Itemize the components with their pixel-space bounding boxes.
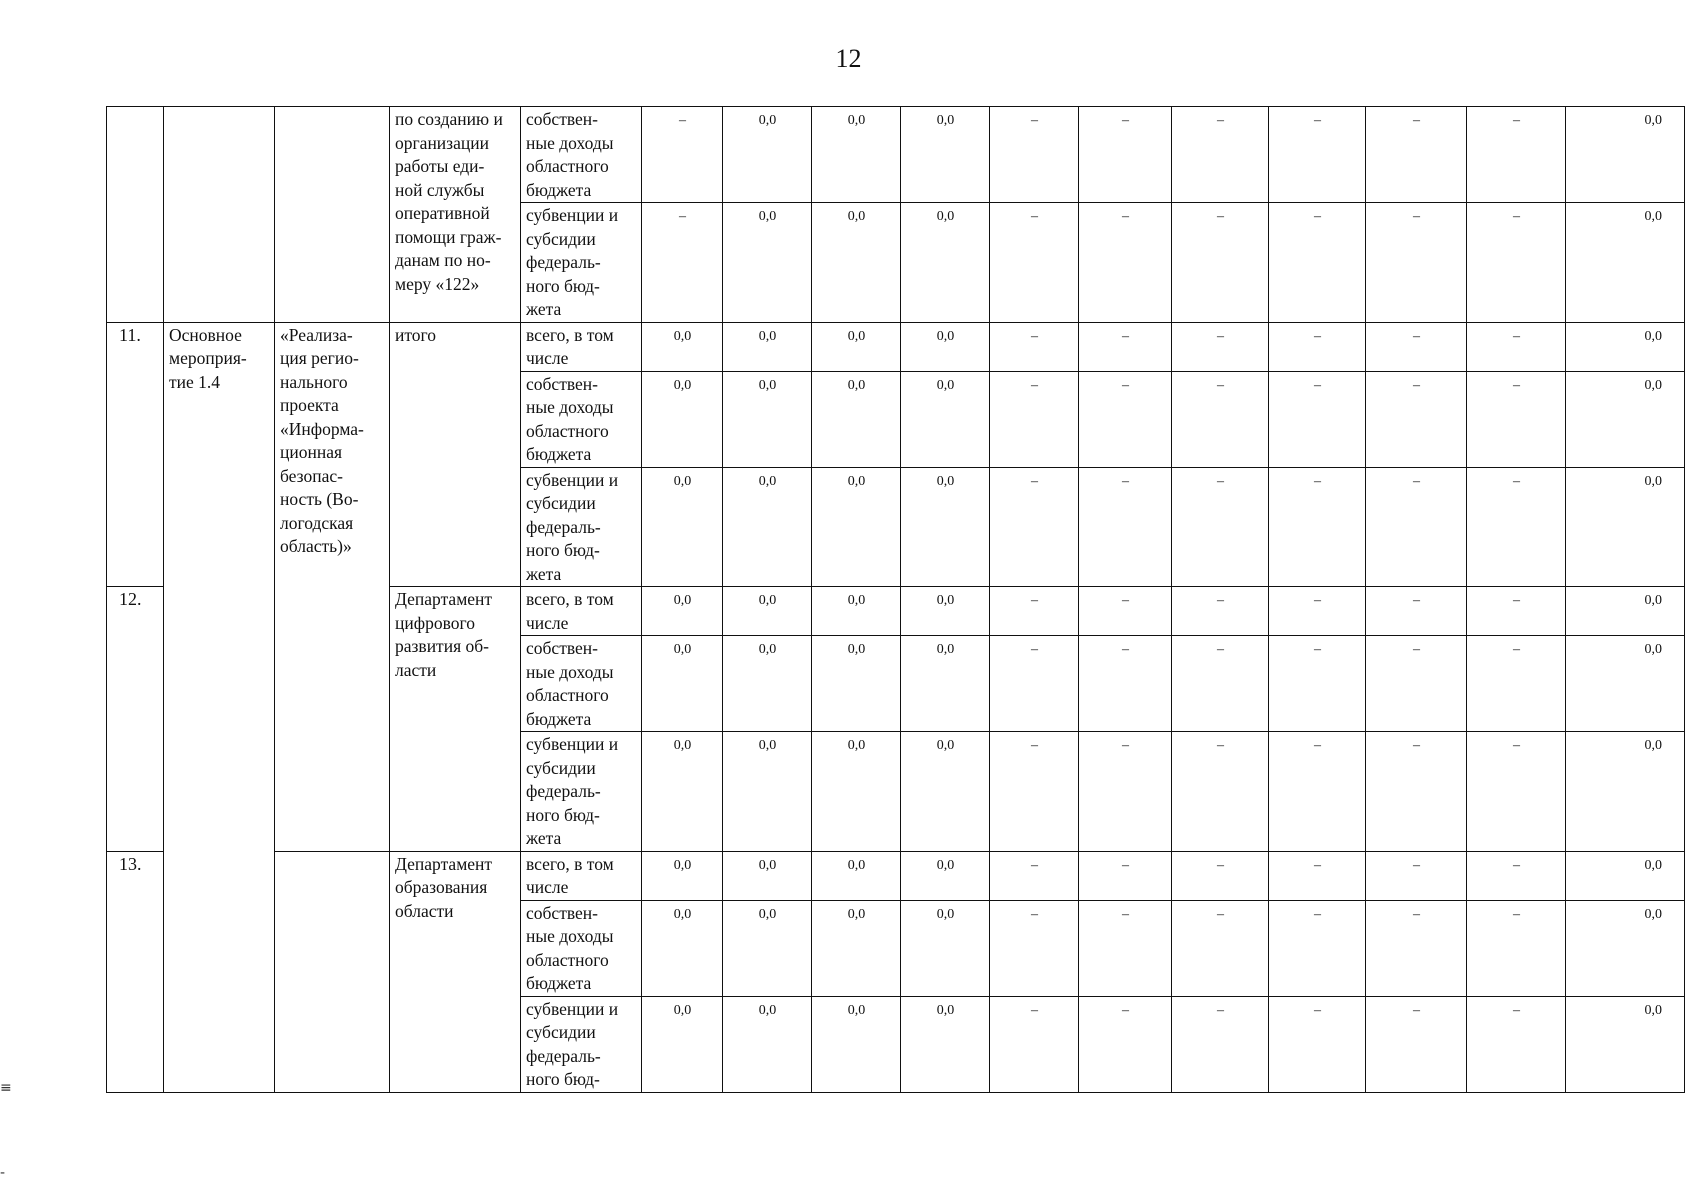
value-cell: – <box>1467 851 1566 900</box>
value-cell: 0,0 <box>723 636 812 732</box>
row-number-cell: 11. <box>107 322 164 587</box>
value-cell: 0,0 <box>901 467 990 587</box>
value-cell: – <box>1269 587 1366 636</box>
value-cell: – <box>1467 587 1566 636</box>
funding-source-cell: субвенции и субсидии федераль- ного бюд- жета <box>521 732 642 852</box>
funding-source-cell: всего, в том числе <box>521 587 642 636</box>
value-cell: – <box>1366 587 1467 636</box>
row-number-cell <box>107 107 164 323</box>
value-cell: – <box>1366 636 1467 732</box>
value-cell: – <box>1269 467 1366 587</box>
value-cell: 0,0 <box>1566 107 1685 203</box>
value-cell: – <box>1172 636 1269 732</box>
value-cell: 0,0 <box>1566 851 1685 900</box>
value-cell: – <box>1467 900 1566 996</box>
value-cell: – <box>1269 636 1366 732</box>
value-cell: – <box>1269 900 1366 996</box>
project-cell <box>275 107 390 323</box>
value-cell: – <box>1467 107 1566 203</box>
value-cell: – <box>1172 322 1269 371</box>
value-cell: 0,0 <box>1566 996 1685 1092</box>
value-cell: – <box>1366 203 1467 323</box>
value-cell: 0,0 <box>642 587 723 636</box>
value-cell: – <box>642 107 723 203</box>
value-cell: 0,0 <box>812 636 901 732</box>
value-cell: – <box>1269 371 1366 467</box>
value-cell: 0,0 <box>812 851 901 900</box>
value-cell: – <box>1172 851 1269 900</box>
value-cell: – <box>1467 732 1566 852</box>
value-cell: 0,0 <box>723 107 812 203</box>
funding-source-cell: собствен- ные доходы областного бюджета <box>521 371 642 467</box>
funding-source-cell: собствен- ные доходы областного бюджета <box>521 900 642 996</box>
value-cell: – <box>1366 467 1467 587</box>
value-cell: – <box>1467 467 1566 587</box>
value-cell: 0,0 <box>642 322 723 371</box>
row-number-cell: 13. <box>107 851 164 1092</box>
value-cell: 0,0 <box>901 587 990 636</box>
value-cell: – <box>990 996 1079 1092</box>
value-cell: 0,0 <box>812 322 901 371</box>
measure-cell: Основное мероприя- тие 1.4 <box>164 322 275 1092</box>
value-cell: 0,0 <box>812 203 901 323</box>
value-cell: 0,0 <box>723 371 812 467</box>
value-cell: 0,0 <box>1566 900 1685 996</box>
value-cell: 0,0 <box>642 467 723 587</box>
value-cell: – <box>1366 851 1467 900</box>
value-cell: – <box>1269 107 1366 203</box>
value-cell: 0,0 <box>642 996 723 1092</box>
value-cell: 0,0 <box>723 732 812 852</box>
value-cell: 0,0 <box>812 732 901 852</box>
value-cell: – <box>1079 732 1172 852</box>
value-cell: – <box>1172 900 1269 996</box>
value-cell: – <box>1366 107 1467 203</box>
project-cell <box>275 851 390 1092</box>
value-cell: – <box>1079 203 1172 323</box>
value-cell: – <box>990 587 1079 636</box>
project-cell: «Реализа- ция регио- нального проекта «Информа- ционная безопас- ность (Во- логодская область)» <box>275 322 390 851</box>
table-row <box>107 107 1685 203</box>
value-cell: – <box>1366 900 1467 996</box>
value-cell: 0,0 <box>723 851 812 900</box>
funding-source-cell: всего, в том числе <box>521 322 642 371</box>
value-cell: 0,0 <box>901 996 990 1092</box>
funding-source-cell: субвенции и субсидии федераль- ного бюд- жета <box>521 467 642 587</box>
value-cell: – <box>1366 996 1467 1092</box>
value-cell: – <box>990 900 1079 996</box>
value-cell: – <box>1269 851 1366 900</box>
value-cell: 0,0 <box>642 900 723 996</box>
value-cell: – <box>1366 322 1467 371</box>
margin-mark: ≡ <box>0 1080 12 1096</box>
value-cell: 0,0 <box>812 996 901 1092</box>
value-cell: 0,0 <box>1566 587 1685 636</box>
value-cell: 0,0 <box>901 636 990 732</box>
funding-source-cell: субвенции и субсидии федераль- ного бюд- <box>521 996 642 1092</box>
value-cell: – <box>1079 371 1172 467</box>
value-cell: 0,0 <box>1566 371 1685 467</box>
value-cell: 0,0 <box>642 636 723 732</box>
value-cell: 0,0 <box>901 732 990 852</box>
value-cell: 0,0 <box>901 371 990 467</box>
value-cell: – <box>1467 996 1566 1092</box>
value-cell: – <box>1269 203 1366 323</box>
value-cell: – <box>642 203 723 323</box>
value-cell: – <box>1079 996 1172 1092</box>
value-cell: – <box>1079 636 1172 732</box>
value-cell: 0,0 <box>1566 203 1685 323</box>
row-number-cell: 12. <box>107 587 164 852</box>
value-cell: – <box>1269 996 1366 1092</box>
funding-source-cell: собствен- ные доходы областного бюджета <box>521 636 642 732</box>
value-cell: 0,0 <box>1566 636 1685 732</box>
value-cell: 0,0 <box>723 900 812 996</box>
value-cell: – <box>1269 322 1366 371</box>
value-cell: – <box>1366 371 1467 467</box>
value-cell: 0,0 <box>723 996 812 1092</box>
value-cell: 0,0 <box>642 732 723 852</box>
value-cell: – <box>990 371 1079 467</box>
value-cell: 0,0 <box>723 203 812 323</box>
value-cell: 0,0 <box>642 371 723 467</box>
value-cell: 0,0 <box>1566 322 1685 371</box>
value-cell: – <box>1366 732 1467 852</box>
value-cell: – <box>990 851 1079 900</box>
value-cell: – <box>1172 371 1269 467</box>
value-cell: – <box>1172 587 1269 636</box>
funding-source-cell: собствен- ные доходы областного бюджета <box>521 107 642 203</box>
value-cell: – <box>1269 732 1366 852</box>
funding-source-cell: всего, в том числе <box>521 851 642 900</box>
table-row <box>107 851 1685 900</box>
value-cell: – <box>990 732 1079 852</box>
executor-cell: итого <box>390 322 521 587</box>
value-cell: 0,0 <box>723 322 812 371</box>
value-cell: – <box>1079 587 1172 636</box>
value-cell: 0,0 <box>812 900 901 996</box>
value-cell: – <box>990 203 1079 323</box>
measure-cell <box>164 107 275 323</box>
value-cell: – <box>1467 322 1566 371</box>
value-cell: – <box>990 636 1079 732</box>
value-cell: – <box>1079 900 1172 996</box>
value-cell: 0,0 <box>642 851 723 900</box>
executor-cell: Департамент образования области <box>390 851 521 1092</box>
value-cell: – <box>1079 107 1172 203</box>
value-cell: 0,0 <box>812 371 901 467</box>
value-cell: 0,0 <box>723 587 812 636</box>
value-cell: 0,0 <box>1566 467 1685 587</box>
margin-mark: - <box>0 1165 6 1181</box>
value-cell: – <box>990 322 1079 371</box>
value-cell: 0,0 <box>901 322 990 371</box>
value-cell: – <box>1079 322 1172 371</box>
budget-table <box>106 106 1685 1093</box>
value-cell: – <box>1079 467 1172 587</box>
value-cell: – <box>1172 996 1269 1092</box>
value-cell: 0,0 <box>812 467 901 587</box>
value-cell: – <box>990 107 1079 203</box>
value-cell: 0,0 <box>723 467 812 587</box>
value-cell: – <box>1467 203 1566 323</box>
value-cell: – <box>1172 467 1269 587</box>
value-cell: – <box>1467 371 1566 467</box>
executor-cell: Департамент цифрового развития об- ласти <box>390 587 521 852</box>
value-cell: – <box>1172 107 1269 203</box>
executor-cell: по созданию и организации работы еди- ной службы оперативной помощи граж- данам по но- меру «122» <box>390 107 521 323</box>
value-cell: – <box>990 467 1079 587</box>
value-cell: 0,0 <box>1566 732 1685 852</box>
value-cell: 0,0 <box>812 107 901 203</box>
funding-source-cell: субвенции и субсидии федераль- ного бюд- жета <box>521 203 642 323</box>
value-cell: – <box>1079 851 1172 900</box>
value-cell: – <box>1467 636 1566 732</box>
value-cell: – <box>1172 203 1269 323</box>
page-number: 12 <box>835 44 862 73</box>
value-cell: 0,0 <box>901 851 990 900</box>
value-cell: – <box>1172 732 1269 852</box>
value-cell: 0,0 <box>901 900 990 996</box>
table-row <box>107 322 1685 371</box>
value-cell: 0,0 <box>812 587 901 636</box>
value-cell: 0,0 <box>901 203 990 323</box>
value-cell: 0,0 <box>901 107 990 203</box>
